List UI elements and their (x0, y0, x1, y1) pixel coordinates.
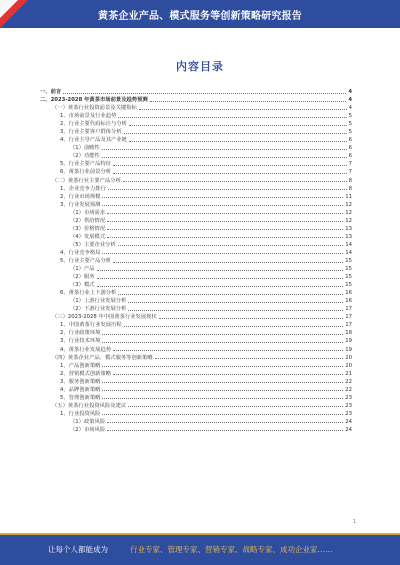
toc-entry-label: 6、黄茶行业前景分析 (60, 169, 112, 176)
toc-entry[interactable] (40, 128, 352, 136)
toc-entry-page: 15 (345, 282, 352, 289)
toc-heading: 内容目录 (176, 60, 224, 73)
toc-dot-leader (102, 414, 343, 415)
toc-entry-label: 1、中国黄茶行业发展历程 (60, 322, 122, 329)
toc-entry-label: （2）服务 (70, 274, 95, 281)
toc-entry-page: 19 (345, 346, 352, 353)
toc-entry[interactable] (40, 346, 352, 354)
toc-entry-label: （一）黄茶行业投资前景及关键指标 (52, 105, 137, 112)
toc-entry-page: 12 (345, 217, 352, 224)
toc-dot-leader (97, 270, 344, 271)
toc-dot-leader (102, 205, 343, 206)
toc-entry-page: 20 (345, 354, 352, 361)
toc-entry[interactable] (40, 289, 352, 297)
toc-entry[interactable] (40, 120, 352, 128)
toc-entry-page: 12 (345, 201, 352, 208)
toc-dot-leader (102, 398, 343, 399)
toc-entry[interactable] (40, 249, 352, 257)
toc-entry-label: （3）模式 (70, 282, 95, 289)
toc-entry[interactable] (40, 217, 352, 225)
toc-dot-leader (159, 318, 344, 319)
toc-entry-page: 11 (345, 193, 352, 200)
toc-entry[interactable] (40, 273, 352, 281)
toc-dot-leader (124, 133, 347, 134)
toc-dot-leader (124, 326, 344, 327)
toc-dot-leader (128, 406, 343, 407)
toc-entry-page: 18 (345, 330, 352, 337)
toc-entry-label: 4、行业竞争格局 (60, 249, 101, 256)
toc-entry[interactable] (40, 185, 352, 193)
toc-entry-label: 1、市场前景及行业趋势 (60, 113, 117, 120)
toc-dot-leader (128, 310, 343, 311)
toc-entry-page: 6 (348, 153, 352, 160)
toc-dot-leader (155, 358, 344, 359)
toc-entry-label: 5、行业主要产品分析 (60, 258, 112, 264)
toc-entry-page: 24 (345, 418, 352, 425)
toc-dot-leader (107, 213, 343, 214)
toc-entry[interactable] (40, 337, 352, 345)
toc-entry[interactable] (40, 177, 352, 185)
toc-dot-leader (150, 101, 347, 102)
footer-slogan: 让每个人都能成为 (48, 545, 108, 554)
toc-entry[interactable] (40, 88, 352, 96)
toc-dot-leader (118, 245, 344, 246)
toc-dot-leader (107, 221, 343, 222)
toc-dot-leader (113, 173, 347, 174)
toc-dot-leader (129, 141, 347, 142)
toc-entry[interactable] (40, 362, 352, 370)
toc-entry[interactable] (40, 144, 352, 152)
toc-entry[interactable] (40, 386, 352, 394)
toc-entry-page: 5 (348, 121, 352, 128)
toc-entry-page: 4 (348, 89, 352, 96)
toc-dot-leader (102, 390, 343, 391)
toc-entry-label: 5、行业主要产品特征 (60, 161, 112, 168)
toc-entry-label: 3、行业主要客户群体分析 (60, 129, 122, 136)
toc-entry-page: 14 (345, 249, 352, 256)
toc-entry-page: 15 (345, 266, 352, 273)
toc-dot-leader (107, 229, 343, 230)
toc-entry-page: 7 (348, 169, 352, 176)
toc-entry-page: 23 (345, 402, 352, 409)
report-header (0, 0, 400, 28)
report-title: 黄茶企业产品、模式服务等创新策略研究报告 (98, 11, 302, 22)
toc-entry-page: 16 (345, 298, 352, 305)
toc-entry[interactable] (40, 265, 352, 273)
toc-entry-label: 4、行业主导产品及其产业链 (60, 137, 127, 144)
toc-entry-page: 17 (345, 314, 352, 321)
toc-entry-page: 17 (345, 306, 352, 313)
toc-entry[interactable] (40, 410, 352, 418)
toc-entry-label: 3、行业技术环境 (60, 338, 101, 345)
toc-entry-label: 6、黄茶行业上下游分析 (60, 290, 117, 297)
toc-entry[interactable] (40, 168, 352, 176)
toc-entry-label: （2）功能性 (70, 153, 100, 160)
toc-entry-page: 14 (345, 241, 352, 248)
toc-entry-label: （二）黄茶行业主要产品分析 (52, 177, 121, 184)
toc-dot-leader (113, 262, 343, 263)
toc-entry[interactable] (40, 321, 352, 329)
toc-dot-leader (102, 149, 347, 150)
toc-entry-label: 3、行业发展预测 (60, 201, 101, 208)
toc-entry[interactable] (40, 418, 352, 426)
toc-entry-page: 19 (345, 338, 352, 345)
toc-entry-page: 21 (345, 370, 352, 377)
toc-entry[interactable] (40, 354, 352, 362)
toc-entry-label: 1、产品创新策略 (60, 362, 101, 369)
toc-dot-leader (63, 93, 346, 94)
toc-entry-page: 7 (348, 161, 352, 168)
toc-dot-leader (102, 253, 343, 254)
toc-entry-page: 13 (345, 233, 352, 240)
toc-dot-leader (97, 278, 344, 279)
toc-entry[interactable] (40, 402, 352, 410)
toc-entry-page: 23 (345, 394, 352, 401)
toc-entry-page: 4 (348, 97, 352, 104)
toc-dot-leader (107, 430, 343, 431)
toc-dot-leader (102, 197, 343, 198)
toc-entry-page: 6 (348, 145, 352, 152)
toc-entry-label: （四）黄茶企业产品、模式服务等创新策略 (52, 354, 153, 361)
toc-dot-leader (118, 294, 343, 295)
toc-dot-leader (123, 181, 347, 182)
toc-entry-page: 6 (348, 137, 352, 144)
footer-accent-bar (0, 533, 400, 535)
toc-entry-page: 12 (345, 209, 352, 216)
toc-entry-label: （5）主要企业分析 (70, 241, 116, 248)
toc-entry[interactable] (40, 104, 352, 112)
toc-entry-label: （1）政策风险 (70, 418, 106, 425)
toc-entry[interactable] (40, 378, 352, 386)
toc-dot-leader (113, 350, 343, 351)
toc-entry-page: 15 (345, 258, 352, 264)
toc-dot-leader (102, 382, 343, 383)
toc-entry-page: 8 (348, 185, 352, 192)
toc-entry-page: 8 (348, 177, 352, 184)
toc-entry[interactable] (40, 426, 352, 434)
toc-dot-leader (107, 422, 343, 423)
toc-entry-label: 2、行业市场规模 (60, 193, 101, 200)
toc-entry[interactable] (40, 136, 352, 144)
toc-entry-label: （2）供给情况 (70, 217, 106, 224)
page-footer (0, 533, 400, 565)
toc-entry-label: 2、行业政策环境 (60, 330, 101, 337)
toc-entry-page: 22 (345, 378, 352, 385)
toc-entry-label: 一、前言 (40, 89, 62, 96)
toc-entry[interactable] (40, 233, 352, 241)
toc-entry[interactable] (40, 201, 352, 209)
toc-entry-page: 16 (345, 290, 352, 297)
toc-entry-label: （2）市场风险 (70, 426, 106, 433)
toc-dot-leader (97, 286, 344, 287)
toc-entry[interactable] (40, 160, 352, 168)
toc-dot-leader (139, 109, 347, 110)
table-of-contents (40, 88, 352, 434)
toc-entry-page: 24 (345, 426, 352, 433)
toc-entry[interactable] (40, 313, 352, 321)
toc-entry-page: 5 (348, 113, 352, 120)
page-number: 1 (352, 519, 356, 525)
toc-entry[interactable] (40, 329, 352, 337)
toc-entry-label: （1）前瞻性 (70, 145, 100, 152)
toc-entry[interactable] (40, 193, 352, 201)
toc-entry-label: 1、行业投资风险 (60, 410, 101, 417)
toc-dot-leader (107, 237, 343, 238)
toc-dot-leader (102, 342, 343, 343)
toc-entry-label: （2）下游行业发展分析 (70, 306, 127, 313)
toc-entry-page: 13 (345, 225, 352, 232)
toc-entry-label: （1）产品 (70, 266, 95, 273)
toc-entry[interactable] (40, 281, 352, 289)
toc-entry-label: （五）黄茶行业投资风险及建议 (52, 402, 127, 409)
toc-dot-leader (113, 165, 347, 166)
toc-entry[interactable] (40, 394, 352, 402)
toc-entry-label: 3、服务创新策略 (60, 378, 101, 385)
toc-entry[interactable] (40, 305, 352, 313)
toc-entry-label: 二、2023-2028 年黄茶市场前景及趋势预测 (40, 97, 148, 104)
toc-entry[interactable] (40, 209, 352, 217)
toc-entry[interactable] (40, 96, 352, 104)
toc-entry-label: （4）发展模式 (70, 233, 106, 240)
toc-dot-leader (118, 117, 346, 118)
toc-dot-leader (108, 189, 347, 190)
toc-entry-page: 22 (345, 386, 352, 393)
toc-dot-leader (102, 366, 343, 367)
toc-entry-label: 2、行业主要代码标注与分析 (60, 121, 127, 128)
toc-entry-page: 17 (345, 322, 352, 329)
toc-entry-page: 15 (345, 274, 352, 281)
toc-entry-label: 2、营销模式创新策略 (60, 370, 112, 377)
toc-entry[interactable] (40, 370, 352, 378)
toc-entry-page: 5 (348, 129, 352, 136)
toc-entry[interactable] (40, 257, 352, 265)
toc-entry-label: 4、品牌创新策略 (60, 386, 101, 393)
toc-dot-leader (129, 125, 347, 126)
toc-dot-leader (102, 334, 343, 335)
toc-entry[interactable] (40, 225, 352, 233)
footer-roles: 行业专家、管理专家、营销专家、战略专家、成功企业家…… (130, 545, 333, 554)
toc-entry-page: 23 (345, 410, 352, 417)
toc-entry-page: 4 (348, 105, 352, 112)
toc-entry-label: 4、黄茶行业发展趋势 (60, 346, 112, 353)
toc-entry-label: 5、管理创新策略 (60, 394, 101, 401)
toc-entry-label: 1、企业竞争力排行 (60, 185, 106, 192)
toc-entry-label: （3）价格情况 (70, 225, 106, 232)
toc-entry[interactable] (40, 112, 352, 120)
toc-entry[interactable] (40, 241, 352, 249)
toc-entry[interactable] (40, 297, 352, 305)
toc-entry-label: （1）市场需求 (70, 209, 106, 216)
toc-entry-page: 20 (345, 362, 352, 369)
toc-entry-label: （三）2023-2028 年中国黄茶行业发展现状 (52, 314, 157, 321)
toc-dot-leader (113, 374, 343, 375)
toc-entry-label: （1）上游行业发展分析 (70, 298, 127, 305)
toc-entry[interactable] (40, 152, 352, 160)
toc-dot-leader (128, 302, 343, 303)
toc-dot-leader (102, 157, 347, 158)
